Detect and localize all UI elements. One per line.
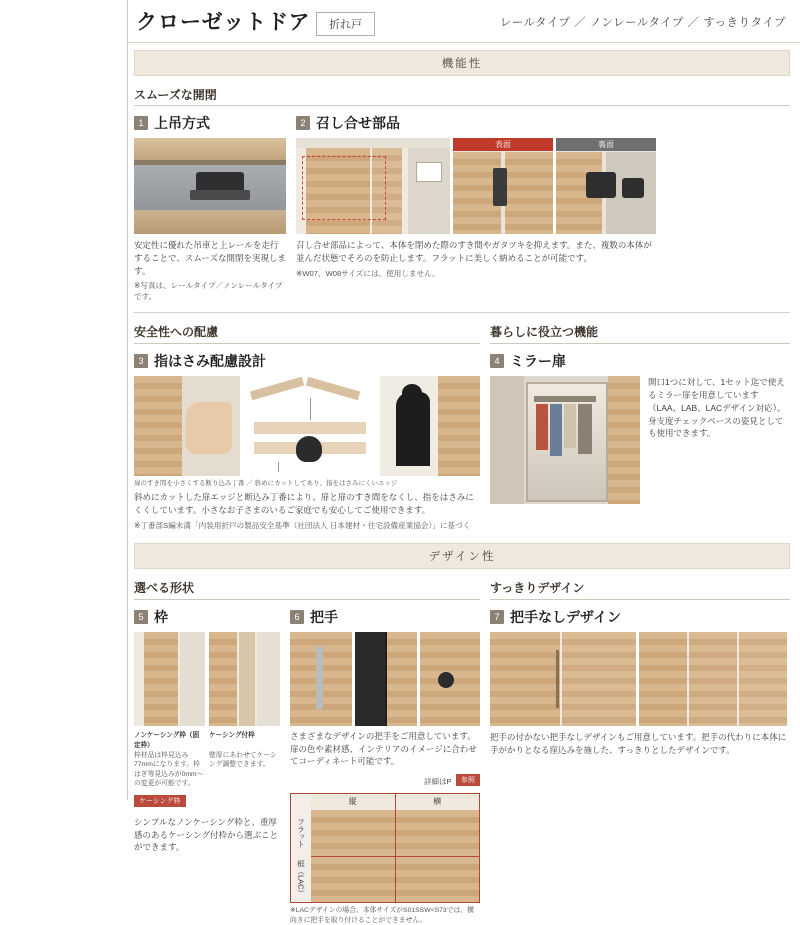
item-6-table-header bbox=[311, 794, 479, 810]
item-4-caption: 開口1つに対して、1セット迄で使えるミラー扉を用意しています（LAA、LAB、LACデザイン対応）。身支度チェックベースの姿見としても使用できます。 bbox=[648, 377, 786, 439]
item-5-title: 枠 bbox=[154, 608, 168, 625]
row-items-5-6-7 bbox=[134, 600, 790, 925]
item-3-figures bbox=[134, 376, 480, 476]
item-3-diagram bbox=[244, 376, 376, 476]
content-area bbox=[128, 0, 800, 924]
item-5-descs bbox=[134, 751, 280, 789]
item-6-ref-text: 詳細はP bbox=[424, 777, 452, 786]
item-4 bbox=[490, 344, 790, 531]
item-3-note: ※丁番部S編未満「内装用折戸の製品安全基準（社団法人 日本建材・住宅設備産業協会）」に基づく bbox=[134, 520, 471, 530]
section-band-design: デザイン性 bbox=[134, 543, 790, 569]
item-6 bbox=[290, 600, 480, 925]
section-band-functionality: 機能性 bbox=[134, 50, 790, 76]
item-2-note: ※W07、W08サイズには、使用しません。 bbox=[296, 268, 440, 278]
item-5-tag-wrap bbox=[134, 792, 280, 810]
item-4-number: 4 bbox=[490, 354, 504, 368]
divider-1 bbox=[134, 312, 790, 313]
item-2-back-photo bbox=[556, 138, 656, 234]
item-6-table bbox=[290, 793, 480, 903]
item-6-handle-photo-3 bbox=[420, 632, 480, 726]
item-7-title: 把手なしデザイン bbox=[510, 608, 622, 625]
item-3 bbox=[134, 344, 480, 531]
item-1-heading bbox=[134, 113, 286, 133]
header-rule bbox=[128, 42, 800, 43]
item-6-cells-row-2 bbox=[311, 856, 479, 902]
item-7 bbox=[490, 600, 790, 925]
item-5-desc-2: 壁厚にあわせてケーシング調整できます。 bbox=[209, 751, 277, 769]
item-6-title: 把手 bbox=[310, 608, 338, 625]
row-items-3-4 bbox=[134, 344, 790, 531]
subhead-row-2 bbox=[134, 579, 790, 600]
item-3-title: 指はさみ配慮設計 bbox=[154, 353, 266, 370]
item-1-number: 1 bbox=[134, 116, 148, 130]
item-7-heading bbox=[490, 607, 790, 627]
item-5-photo-casing bbox=[209, 632, 280, 726]
subhead-safety: 安全性への配慮 bbox=[134, 323, 480, 344]
item-2 bbox=[296, 106, 656, 302]
item-1-note: ※写真は、レールタイプ／ノンレールタイプです。 bbox=[134, 281, 283, 302]
item-4-heading bbox=[490, 351, 790, 371]
item-2-front-photo bbox=[453, 138, 553, 234]
item-3-child-photo bbox=[380, 376, 480, 476]
item-7-caption: 把手の付かない把手なしデザインもご用意しています。把手の代わりに本体に手がかりとなる窪込みを施した、すっきりとしたデザインです。 bbox=[490, 731, 787, 755]
item-4-body bbox=[490, 376, 790, 504]
item-1-photo bbox=[134, 138, 286, 234]
item-6-number: 6 bbox=[290, 610, 304, 624]
rail-type-list: レールタイプ ／ ノンレールタイプ ／ すっきりタイプ bbox=[499, 17, 786, 29]
item-6-row-1: フラット bbox=[296, 818, 306, 848]
item-2-number: 2 bbox=[296, 116, 310, 130]
subhead-row bbox=[134, 323, 790, 344]
item-5-summary: シンプルなノンケーシング枠と、重厚感のあるケーシング付枠から選ぶことができます。 bbox=[134, 816, 278, 853]
item-5-caption-2: ケーシング付枠 bbox=[209, 731, 255, 739]
item-1-caption: 安定性に優れた吊車と上レールを走行することで、スムーズな開閉を実現します。 bbox=[134, 240, 286, 276]
item-6-table-rowlabels bbox=[291, 794, 311, 902]
item-5-heading bbox=[134, 607, 280, 627]
item-5 bbox=[134, 600, 280, 925]
item-6-note: ※LACデザインの場合、本体サイズがS01SSW<S73では、横向きに把手を取り付けることができません。 bbox=[290, 907, 474, 924]
item-6-table-body bbox=[311, 794, 479, 902]
item-7-photo-2 bbox=[639, 632, 787, 726]
item-1-title: 上吊方式 bbox=[154, 115, 210, 131]
item-2-photos bbox=[296, 138, 656, 234]
item-5-tag: ケーシング枠 bbox=[134, 795, 186, 807]
item-3-diagram-label-1: 扉のすき間を小さくする断り込み丁番 ／ 斜めにカットしてあり、指をはさみにくいエッジ bbox=[134, 480, 398, 488]
item-6-col-2: 横 bbox=[395, 794, 480, 810]
item-3-heading bbox=[134, 351, 480, 371]
subhead-shape: 選べる形状 bbox=[134, 579, 480, 600]
item-1 bbox=[134, 106, 286, 302]
subhead-clean: すっきりデザイン bbox=[490, 579, 790, 600]
item-3-caption: 斜めにカットした扉エッジと断込み丁番により、扉と扉のすき間をなくし、指をはさみにくくしています。小さなお子さまのいるご家庭でも安心してご使用できます。 bbox=[134, 492, 474, 515]
page-title: クローゼットドア bbox=[136, 11, 311, 34]
left-margin bbox=[0, 0, 128, 800]
item-7-number: 7 bbox=[490, 610, 504, 624]
item-3-diagram-labels bbox=[134, 478, 480, 487]
item-5-photo-noncasing bbox=[134, 632, 205, 726]
item-6-caption: さまざまなデザインの把手をご用意しています。扉の色や素材感、インテリアのイメージに合わせてコーディネート可能です。 bbox=[290, 730, 477, 767]
item-5-captions bbox=[134, 729, 280, 749]
item-5-number: 5 bbox=[134, 610, 148, 624]
item-7-photo-1 bbox=[490, 632, 636, 726]
item-6-photos bbox=[290, 632, 480, 726]
item-2-back-label: 裏面 bbox=[556, 138, 656, 151]
item-6-row-2: 框（LAC） bbox=[296, 860, 306, 898]
item-2-room-photo bbox=[296, 138, 450, 234]
item-7-photos bbox=[490, 632, 790, 726]
door-type-chip: 折れ戸 bbox=[316, 12, 375, 36]
subhead-life: 暮らしに役立つ機能 bbox=[490, 323, 790, 344]
item-5-caption-1: ノンケーシング枠（固定枠） bbox=[134, 731, 200, 749]
item-2-front-label: 表面 bbox=[453, 138, 553, 151]
item-4-mirror-photo bbox=[490, 376, 640, 504]
item-2-title: 召し合せ部品 bbox=[316, 115, 400, 131]
item-6-handle-photo-1 bbox=[290, 632, 352, 726]
item-6-ref bbox=[290, 771, 480, 789]
item-3-number: 3 bbox=[134, 354, 148, 368]
item-6-cells-row-1 bbox=[311, 810, 479, 856]
item-3-hand-photo bbox=[134, 376, 240, 476]
item-6-ref-tag: 参照 bbox=[456, 774, 480, 786]
item-2-caption: 召し合せ部品によって、本体を閉めた際のすき間やガタツキを抑えます。また、複数の本体が並んだ状態でそろのを防止します。フラットに美しく納めることが可能です。 bbox=[296, 240, 652, 263]
item-5-photos bbox=[134, 632, 280, 726]
item-6-col-1: 縦 bbox=[348, 797, 357, 806]
item-2-heading bbox=[296, 113, 656, 133]
subhead-smooth: スムーズな開閉 bbox=[134, 86, 790, 106]
page-header bbox=[128, 0, 800, 44]
item-6-handle-photo-2 bbox=[355, 632, 417, 726]
item-4-title: ミラー扉 bbox=[510, 353, 566, 370]
row-items-1-2 bbox=[134, 106, 790, 302]
item-5-desc-1: 枠材品は枠見込み77mmになります。枠はぎ等見込みが0mm〜の変更が可能です。 bbox=[134, 751, 204, 788]
item-6-heading bbox=[290, 607, 480, 627]
